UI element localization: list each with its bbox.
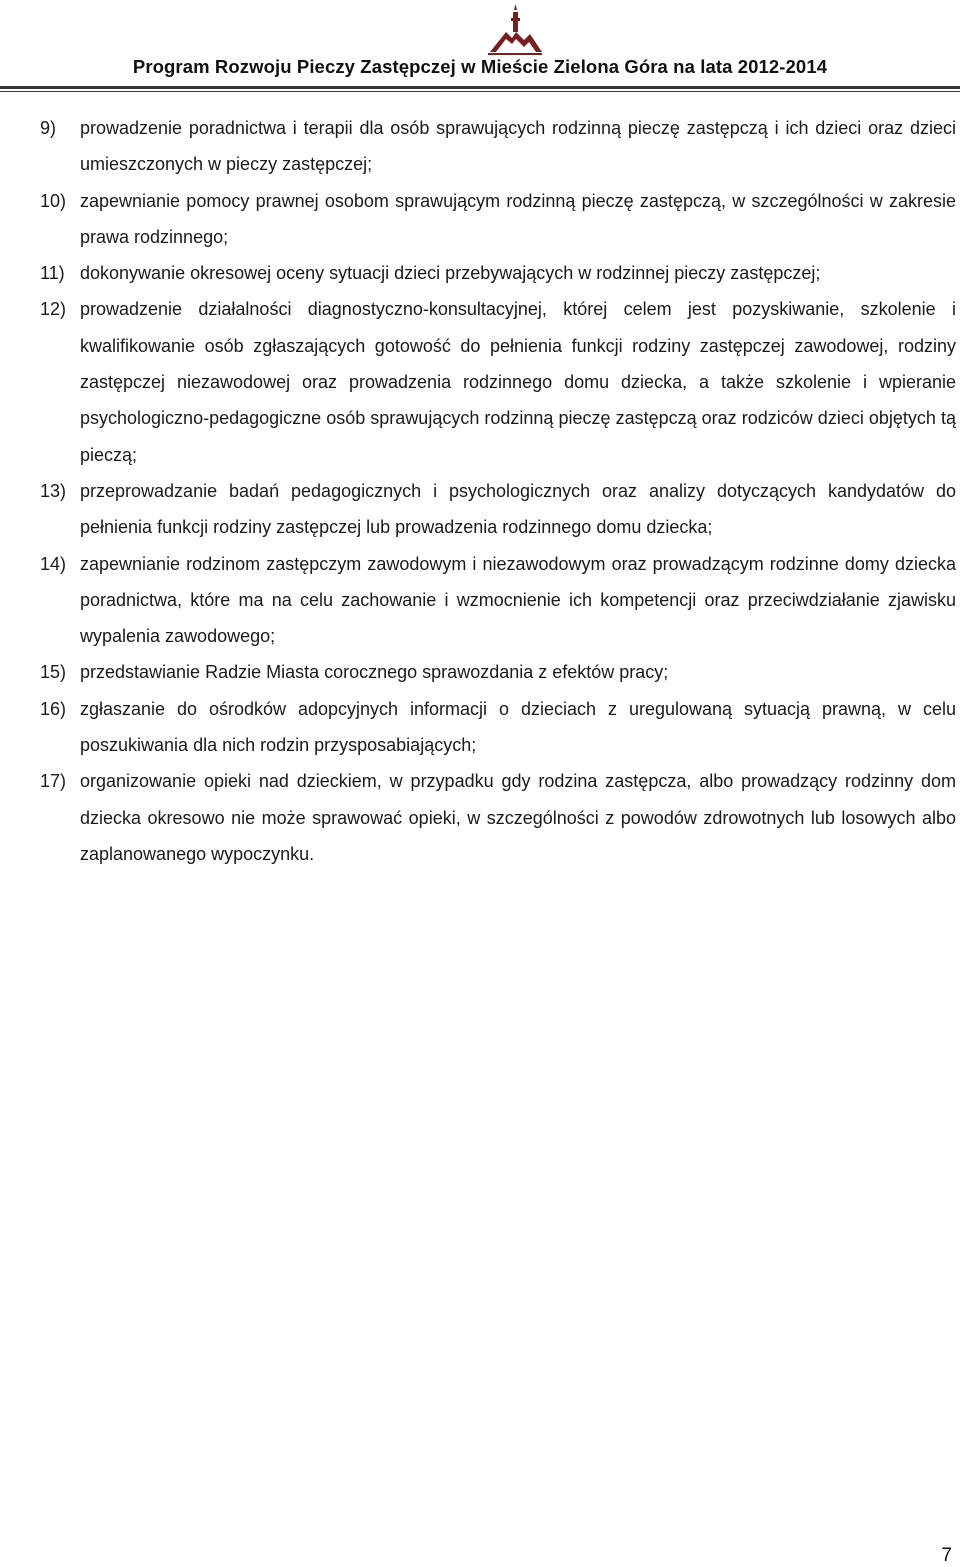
list-item [40,473,956,546]
list-item [40,763,956,872]
list-item-number: 16) [40,698,67,719]
list-item-number: 10) [40,190,67,211]
task-list [40,110,956,872]
document-title: Program Rozwoju Pieczy Zastępczej w Mieście Zielona Góra na lata 2012-2014 [132,56,828,77]
list-item-text: przedstawianie Radzie Miasta corocznego sprawozdania z efektów pracy; [80,662,669,683]
list-item-text: dokonywanie okresowej oceny sytuacji dzieci przebywających w rodzinnej pieczy zastępczej; [80,263,821,284]
list-item-number: 12) [40,299,67,320]
list-item [40,291,956,472]
header-divider [0,86,960,89]
city-crest-icon [486,2,544,56]
list-item [40,654,956,690]
list-item-number: 15) [40,662,67,683]
list-item [40,110,956,183]
list-item-number: 17) [40,771,67,792]
list-item-text: zgłaszanie do ośrodków adopcyjnych informacji o dzieciach z uregulowaną sytuacją prawną, w celu poszukiwania dla nich rodzin przysposabiających; [80,698,956,756]
list-item-number: 11) [40,263,65,284]
page-number: 7 [941,1545,952,1566]
header-divider-thin [0,91,960,92]
list-item-number: 14) [40,553,67,574]
list-item-text: prowadzenie poradnictwa i terapii dla osób sprawujących rodzinną pieczę zastępczą i ich dzieci oraz dzieci umieszczonych w pieczy zastępczej; [80,118,956,175]
document-body [40,110,956,872]
list-item-number: 13) [40,480,67,501]
list-item [40,183,956,256]
list-item [40,691,956,764]
list-item-text: organizowanie opieki nad dzieckiem, w przypadku gdy rodzina zastępcza, albo prowadzący rodzinny dom dziecka okresowo nie może sprawować opieki, w szczególności z powodów zdrowotnych lub losowych albo zaplanowanego wypoczynku. [80,771,956,864]
list-item-number: 9) [40,118,57,138]
list-item-text: zapewnianie pomocy prawnej osobom sprawującym rodzinną pieczę zastępczą, w szczególności w zakresie prawa rodzinnego; [80,190,956,247]
list-item-text: zapewnianie rodzinom zastępczym zawodowym i niezawodowym oraz prowadzącym rodzinne domy dziecka poradnictwa, które ma na celu zachowanie i wzmocnienie ich kompetencji oraz przeciwdziałanie zjawisku wypalenia zawodowego; [80,553,956,647]
list-item [40,546,956,655]
list-item [40,255,956,291]
list-item-text: przeprowadzanie badań pedagogicznych i psychologicznych oraz analizy dotyczących kandydatów do pełnienia funkcji rodziny zastępczej lub prowadzenia rodzinnego domu dziecka; [80,480,956,538]
page-header [0,0,960,92]
list-item-text: prowadzenie działalności diagnostyczno-konsultacyjnej, której celem jest pozyskiwanie, szkolenie i kwalifikowanie osób zgłaszających gotowość do pełnienia funkcji rodziny zastępczej zawodowej, rodziny zastępczej niezawodowej oraz prowadzenia rodzinnego domu dziecka, a także szkolenie i wpieranie psychologiczno-pedagogiczne osób sprawujących rodzinną pieczę zastępczą oraz rodziców dzieci objętych tą pieczą; [80,299,956,465]
